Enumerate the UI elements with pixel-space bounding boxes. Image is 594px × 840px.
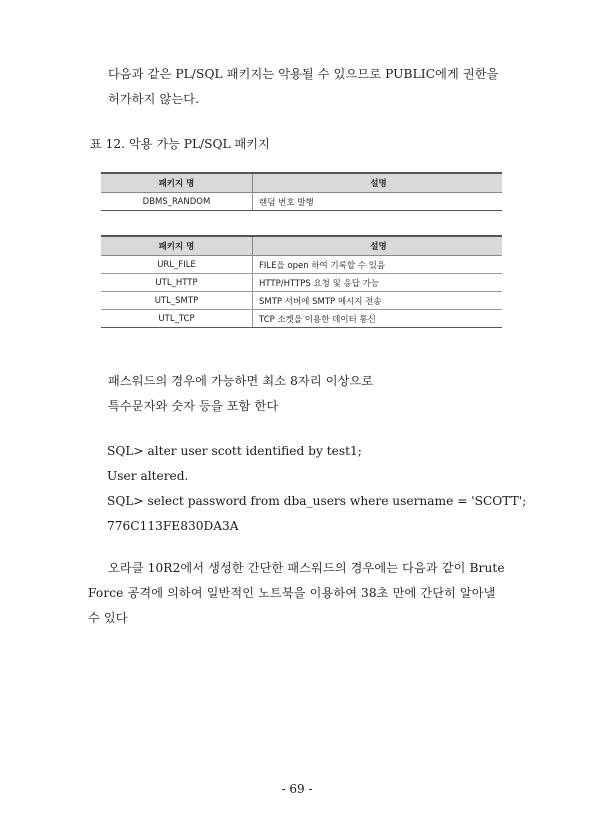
closing-line: 오라클 10R2에서 생성한 간단한 패스워드의 경우에는 다음과 같이 Brute (108, 561, 505, 575)
package-name-cell: UTL_SMTP (101, 292, 253, 310)
package-table-2 (101, 235, 502, 328)
page-number: - 69 - (281, 782, 313, 796)
sql-line: SQL> select password from dba_users where username = 'SCOTT'; (107, 494, 527, 508)
table-row (101, 256, 502, 274)
intro-paragraph (88, 62, 514, 112)
package-name-cell: UTL_TCP (101, 310, 253, 328)
closing-line: 수 있다 (88, 611, 128, 625)
package-table-1 (101, 172, 502, 211)
description-cell: HTTP/HTTPS 요청 및 응답 가능 (253, 274, 503, 292)
sql-example-block (107, 439, 527, 539)
closing-paragraph (88, 556, 514, 631)
table-caption: 표 12. 악용 가능 PL/SQL 패키지 (90, 137, 270, 151)
column-header-package-name: 패키지 명 (101, 173, 253, 193)
column-header-description: 설명 (253, 173, 503, 193)
table-header-row (101, 173, 502, 193)
package-name-cell: URL_FILE (101, 256, 253, 274)
intro-line: 다음과 같은 PL/SQL 패키지는 악용될 수 있으므로 PUBLIC에게 권한을 (108, 67, 499, 81)
description-cell: SMTP 서버에 SMTP 메시지 전송 (253, 292, 503, 310)
sql-line: User altered. (107, 469, 189, 483)
password-note-line: 특수문자와 숫자 등을 포함 한다 (108, 399, 279, 413)
intro-line: 허가하지 않는다. (108, 92, 200, 106)
table-row (101, 310, 502, 328)
password-note-line: 패스워드의 경우에 가능하면 최소 8자리 이상으로 (108, 374, 374, 388)
closing-line: Force 공격에 의하여 일반적인 노트북을 이용하여 38초 만에 간단히 알아낼 (88, 586, 496, 600)
table-header-row (101, 236, 502, 256)
package-name-cell: DBMS_RANDOM (101, 193, 253, 211)
description-cell: 랜덤 번호 발행 (253, 193, 503, 211)
column-header-package-name: 패키지 명 (101, 236, 253, 256)
sql-line: SQL> alter user scott identified by test1; (107, 444, 362, 458)
table-row (101, 193, 502, 211)
column-header-description: 설명 (253, 236, 503, 256)
sql-line: 776C113FE830DA3A (107, 519, 239, 533)
table-row (101, 274, 502, 292)
description-cell: TCP 소켓을 이용한 데이터 통신 (253, 310, 503, 328)
password-note-paragraph (88, 369, 514, 419)
description-cell: FILE을 open 하여 기록할 수 있음 (253, 256, 503, 274)
package-name-cell: UTL_HTTP (101, 274, 253, 292)
table-row (101, 292, 502, 310)
